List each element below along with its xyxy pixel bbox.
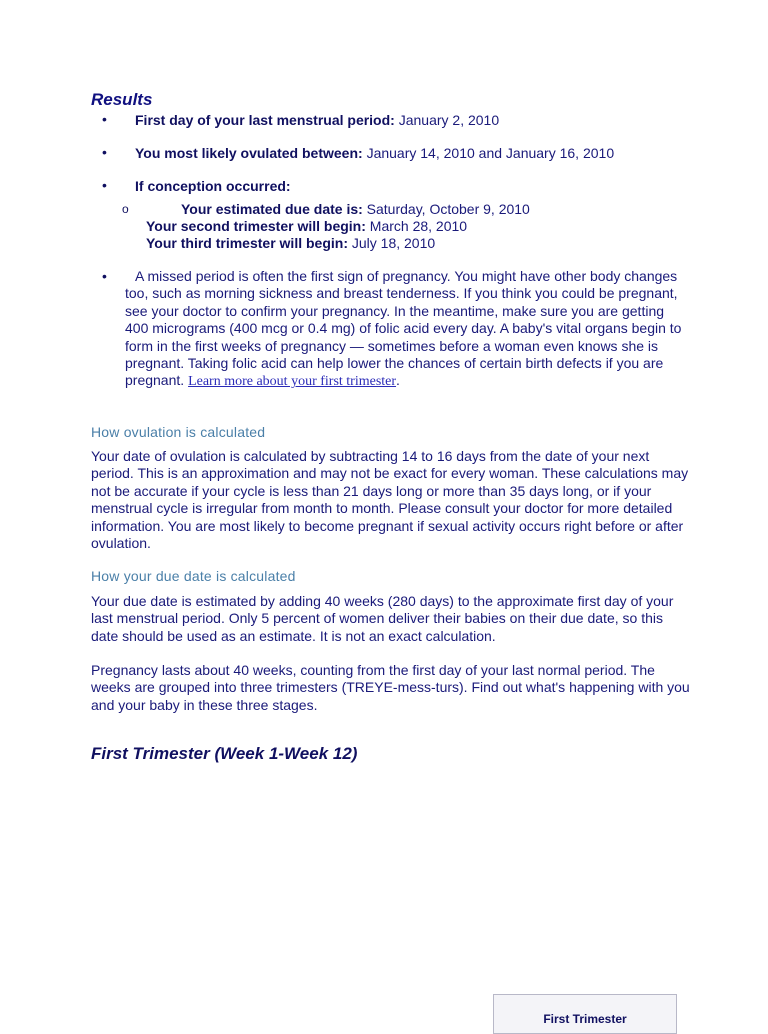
due-date-section-heading: How your due date is calculated: [91, 568, 296, 584]
conception-line: [135, 178, 291, 195]
due-date-section-body: Your due date is estimated by adding 40 weeks (280 days) to the approximate first day of your last menstrual period. Only 5 percent of women deliver their babies on their due date, so this date should be used as an estimate. It is not an exact calculation.: [91, 593, 674, 644]
lmp-line: [135, 112, 499, 129]
second-trimester-value: March 28, 2010: [369, 218, 468, 234]
missed-period-text: A missed period is often the first sign of pregnancy. You might have other body changes too, such as morning sickness and breast tenderness. If you think you could be pregnant, see your doctor to confirm your pregnancy. In the meantime, make sure you are getting 400 micrograms (400 mcg or 0.4 mg) of folic acid every day. A baby's vital organs begin to form in the first weeks of pregnancy — sometimes before a woman even knows she is pregnant. Taking folic acid can help lower the chances of certain birth defects if you are pregnant.: [125, 268, 682, 389]
ovulation-section-heading: How ovulation is calculated: [91, 424, 266, 440]
first-trimester-heading: First Trimester (Week 1-Week 12): [91, 744, 358, 763]
link-period: .: [396, 372, 400, 389]
bullet-icon: •: [102, 268, 107, 284]
first-trimester-tab-label: First Trimester: [543, 1012, 627, 1026]
due-date-value: Saturday, October 9, 2010: [366, 201, 530, 217]
due-date-line: [181, 201, 530, 218]
circle-bullet-icon: o: [122, 202, 129, 216]
pregnancy-paragraph: Pregnancy lasts about 40 weeks, counting from the first day of your last normal period. The weeks are grouped into three trimesters (TREYE-mess-turs). Find out what's happening with you and your baby in these three stages.: [91, 662, 690, 713]
missed-period-paragraph: [125, 268, 687, 391]
lmp-value: January 2, 2010: [398, 112, 500, 128]
bullet-icon: •: [102, 111, 107, 127]
lmp-label: First day of your last menstrual period:: [135, 112, 395, 128]
bullet-icon: •: [102, 144, 107, 160]
conception-label: If conception occurred:: [135, 178, 291, 194]
second-trimester-label: Your second trimester will begin:: [146, 218, 366, 234]
second-trimester-line: [146, 218, 467, 235]
ovulation-value: January 14, 2010 and January 16, 2010: [366, 145, 615, 161]
third-trimester-line: [146, 235, 435, 252]
third-trimester-label: Your third trimester will begin:: [146, 235, 348, 251]
ovulation-label: You most likely ovulated between:: [135, 145, 363, 161]
due-date-label: Your estimated due date is:: [181, 201, 363, 217]
ovulation-section-body: Your date of ovulation is calculated by subtracting 14 to 16 days from the date of your next period. This is an approximation and may not be exact for every woman. These calculations may not be accurate if your cycle is less than 21 days long or more than 35 days long, or if your menstrual cycle is irregular from month to month. Please consult your doctor for more detailed information. You are most likely to become pregnant if sexual activity occurs right before or after ovulation.: [91, 448, 689, 552]
learn-more-link[interactable]: Learn more about your first trimester: [188, 374, 397, 390]
ovulation-line: [135, 145, 614, 162]
third-trimester-value: July 18, 2010: [351, 235, 436, 251]
first-trimester-tab[interactable]: [493, 994, 677, 1034]
results-heading: Results: [91, 90, 153, 109]
bullet-icon: •: [102, 177, 107, 193]
